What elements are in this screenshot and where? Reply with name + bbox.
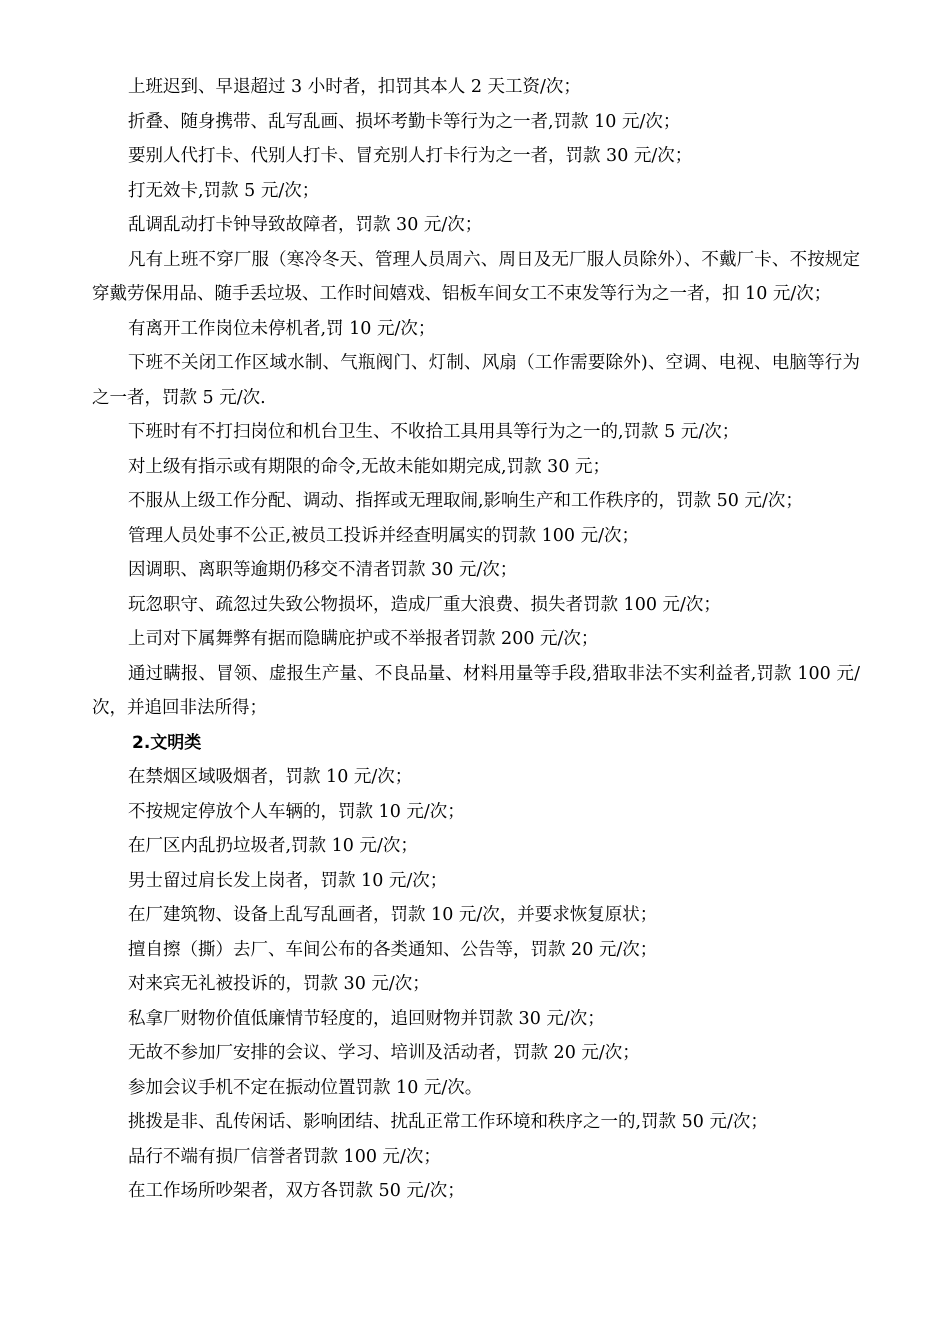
rule-item: 无故不参加厂安排的会议、学习、培训及活动者，罚款 20 元/次； (128, 1043, 640, 1063)
rule-item: 不服从上级工作分配、调动、指挥或无理取闹,影响生产和工作秩序的，罚款 50 元/次； (128, 491, 803, 511)
rule-item: 上班迟到、早退超过 3 小时者，扣罚其本人 2 天工资/次； (128, 77, 581, 97)
rule-item: 凡有上班不穿厂服（寒冷冬天、管理人员周六、周日及无厂服人员除外）、不戴厂卡、不按规定穿戴劳保用品、随手丢垃圾、工作时间嬉戏、铝板车间女工不束发等行为之一者，扣 10 元/次； (92, 249, 860, 304)
rule-item: 在厂区内乱扔垃圾者,罚款 10 元/次； (128, 836, 418, 856)
rule-item: 打无效卡,罚款 5 元/次； (128, 180, 320, 201)
rule-item: 男士留过肩长发上岗者，罚款 10 元/次； (128, 870, 448, 891)
rule-item: 因调职、离职等逾期仍移交不清者罚款 30 元/次； (128, 560, 518, 580)
rule-item: 要别人代打卡、代别人打卡、冒充别人打卡行为之一者，罚款 30 元/次； (128, 146, 693, 166)
rule-item: 参加会议手机不定在振动位置罚款 10 元/次。 (128, 1077, 483, 1098)
rule-item: 玩忽职守、疏忽过失致公物损坏，造成厂重大浪费、损失者罚款 100 元/次； (128, 594, 721, 615)
rule-item: 下班时有不打扫岗位和机台卫生、不收拾工具用具等行为之一的,罚款 5 元/次； (128, 422, 740, 442)
rule-item: 对来宾无礼被投诉的，罚款 30 元/次； (128, 974, 430, 994)
rule-item: 品行不端有损厂信誉者罚款 100 元/次； (128, 1146, 441, 1167)
section-heading: 2.文明类 (132, 732, 202, 753)
rule-item: 在工作场所吵架者，双方各罚款 50 元/次； (128, 1181, 465, 1201)
rule-item: 上司对下属舞弊有据而隐瞒庇护或不举报者罚款 200 元/次； (128, 629, 599, 649)
rule-item: 下班不关闭工作区域水制、气瓶阀门、灯制、风扇（工作需要除外)、空调、电视、电脑等行为之一者，罚款 5 元/次. (92, 353, 860, 408)
rule-item: 在厂建筑物、设备上乱写乱画者，罚款 10 元/次，并要求恢复原状； (128, 905, 658, 925)
rule-item: 乱调乱动打卡钟导致故障者，罚款 30 元/次； (128, 215, 483, 235)
rule-item: 在禁烟区域吸烟者，罚款 10 元/次； (128, 767, 413, 787)
rule-item: 对上级有指示或有期限的命令,无故未能如期完成,罚款 30 元； (128, 456, 611, 477)
rule-item: 有离开工作岗位未停机者,罚 10 元/次； (128, 318, 436, 339)
document-body (92, 70, 860, 1209)
rule-item: 折叠、随身携带、乱写乱画、损坏考勤卡等行为之一者,罚款 10 元/次； (128, 111, 681, 132)
rule-item: 擅自擦（撕）去厂、车间公布的各类通知、公告等，罚款 20 元/次； (128, 939, 658, 960)
rule-item: 通过瞒报、冒领、虚报生产量、不良品量、材料用量等手段,猎取非法不实利益者,罚款 100 元/次，并追回非法所得； (92, 663, 860, 718)
rule-item: 不按规定停放个人车辆的，罚款 10 元/次； (128, 801, 465, 822)
rule-item: 私拿厂财物价值低廉情节轻度的，追回财物并罚款 30 元/次； (128, 1008, 605, 1029)
rule-item: 挑拨是非、乱传闲话、影响团结、扰乱正常工作环境和秩序之一的,罚款 50 元/次； (128, 1112, 768, 1132)
rule-item: 管理人员处事不公正,被员工投诉并经查明属实的罚款 100 元/次； (128, 525, 639, 546)
